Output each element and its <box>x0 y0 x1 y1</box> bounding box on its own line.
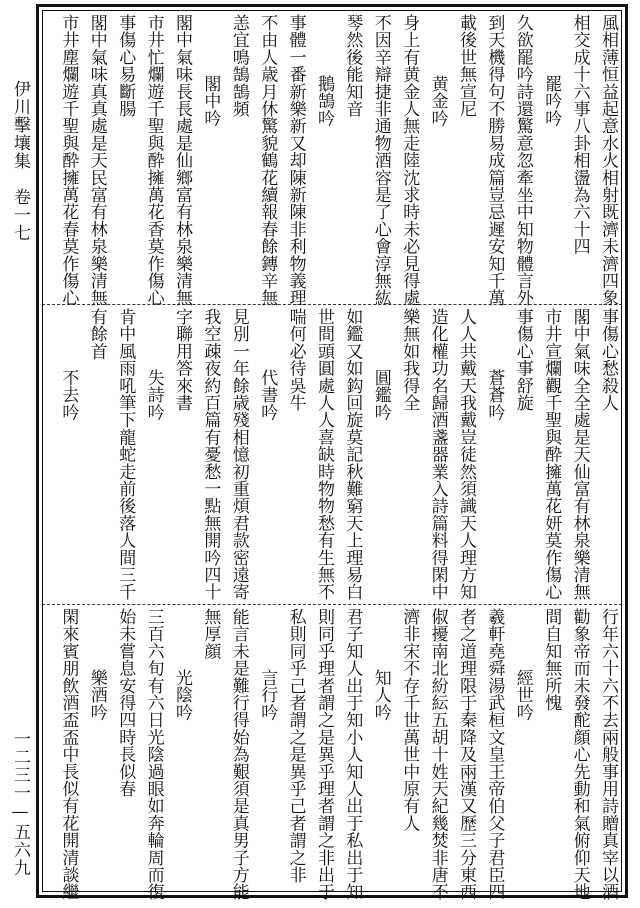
text-column: 市井忙爛遊千聖與酔擁萬花香莫作傷心 <box>143 14 164 307</box>
text-column: 行年六十六不去兩般事用詩贈真宰以酒 <box>598 608 618 901</box>
text-column: 閣中氣味真真處是天民富有林泉樂清無 <box>86 14 107 307</box>
text-column: 如鑑又如鈎回旋莫記秋難窮天上理易白 <box>342 308 363 601</box>
text-column: 市井宣爛觀千聖與酔擁萬花妍莫作傷心 <box>541 308 562 601</box>
text-column: 俶擾南北紛紜五胡十姓天紀幾焚非唐不 <box>427 608 448 901</box>
text-column: 樂無如我得全 <box>399 308 420 412</box>
text-column: 私則同乎己者謂之是異乎己者謂之非 <box>285 608 306 884</box>
text-column: 事體一番新樂新又却陳新陳非利物義理 <box>285 14 306 307</box>
text-column: 事傷心愁殺人 <box>598 308 618 412</box>
text-column: 恙宜鳴鵠鵠頻 <box>228 14 249 118</box>
poem-title-column: 代書吟 <box>257 369 278 421</box>
text-column: 勸象帝而未發酡顔心先動和氣俯仰天地 <box>569 608 590 901</box>
poem-title-column: 知人吟 <box>370 669 391 721</box>
text-column: 喘何必待吳牛 <box>285 308 306 412</box>
section-divider-lower <box>42 604 622 605</box>
text-column: 造化權功名歸酒盞器業入詩篇料得閑中 <box>427 308 448 601</box>
text-column: 者之道理限于秦降及兩漢又歷三分東西 <box>456 608 476 901</box>
text-column: 事傷心事舒旋 <box>512 308 533 412</box>
text-column: 風相薄恒益起意水火相射既濟未濟四象 <box>598 14 618 307</box>
text-column: 人人共戴天我戴豈徒然須識天人理方知 <box>456 308 476 601</box>
text-column: 久欲罷吟詩還驚意忽牽坐中知物體言外 <box>512 14 533 307</box>
text-column: 濟非宋不存千世萬世中原有人 <box>399 608 420 832</box>
text-column: 相交成十六事八卦相盪為六十四 <box>569 14 590 255</box>
text-column: 肯中風雨吼筆下龍蛇走前後落人間三千 <box>115 308 136 601</box>
text-panel-middle <box>46 306 618 602</box>
text-column: 不由人歳月休驚貌鶴花續報春餘鏄辛無 <box>257 14 278 307</box>
text-column: 能言未是難行得始為艱須是真男子方能 <box>228 608 249 901</box>
poem-title-column: 黄金吟 <box>427 75 448 127</box>
text-column: 市井塵爛遊千聖與酔擁萬花春莫作傷心 <box>58 14 79 307</box>
text-column: 有餘首 <box>86 308 107 360</box>
poem-title-column: 經世吟 <box>512 669 533 721</box>
text-column: 到天機得句不勝易成篇豈忌遲安知千萬 <box>484 14 505 307</box>
text-column: 我空疎夜約百篇有憂愁一點無開吟四十 <box>200 308 221 601</box>
poem-title-column: 樂酒吟 <box>86 669 107 721</box>
text-column: 則同乎理者謂之是異乎理者謂之非出于 <box>314 608 334 901</box>
text-column: 事傷心易斷腸 <box>115 14 136 118</box>
poem-title-column: 圓鑑吟 <box>370 369 391 421</box>
poem-title-column: 不去吟 <box>58 369 79 421</box>
text-column: 無厚顔 <box>200 608 221 660</box>
text-column: 君子知人出于知小人知人出于私出于知 <box>342 608 363 901</box>
margin-book-title: 伊川擊壤集 卷一七 <box>10 80 30 242</box>
poem-title-column: 閣中吟 <box>200 75 221 127</box>
text-column: 身上有黄金人無走陸沈求時未必見得處 <box>399 14 420 307</box>
poem-title-column: 言行吟 <box>257 669 278 721</box>
text-column: 閑來賓朋飲酒盃盃中長似有花開清談繼 <box>58 608 79 901</box>
text-column: 三百六旬有六日光陰過眼如奔輪周而復 <box>143 608 164 901</box>
poem-title-column: 失詩吟 <box>143 369 164 421</box>
text-column: 字聯用答來書 <box>172 308 192 412</box>
text-column: 琴然後能知音 <box>342 14 363 118</box>
section-divider-upper <box>42 304 622 305</box>
text-column: 載後世無宣尼 <box>456 14 476 118</box>
text-column: 見別一年餘歳殘相憶初重煩君款密遠寄 <box>228 308 249 601</box>
text-column: 羲軒堯舜湯武桓文皇王帝伯父子君臣四 <box>484 608 505 901</box>
text-column: 不因辛辯捷非通物酒容是了心會淳無紘 <box>370 14 391 307</box>
text-panel-lower <box>46 606 618 901</box>
text-column: 閣中氣味全全處是天仙富有林泉樂清無 <box>569 308 590 601</box>
text-panel-upper <box>46 12 618 307</box>
text-column: 間自知無所愧 <box>541 608 562 712</box>
text-column: 閣中氣味長長處是仙鄉富有林泉樂清無 <box>172 14 192 307</box>
text-column: 始未嘗息安得四時長似春 <box>115 608 136 798</box>
poem-title-column: 蒼蒼吟 <box>484 369 505 421</box>
poem-title-column: 光陰吟 <box>172 669 192 721</box>
poem-title-column: 罷吟吟 <box>541 75 562 127</box>
text-column: 世間頭圓處人人喜缺時物物愁有生無不 <box>314 308 334 601</box>
margin-page-number: 一二三一—五六九 <box>10 730 30 877</box>
poem-title-column: 鵝鵠吟 <box>314 75 334 127</box>
